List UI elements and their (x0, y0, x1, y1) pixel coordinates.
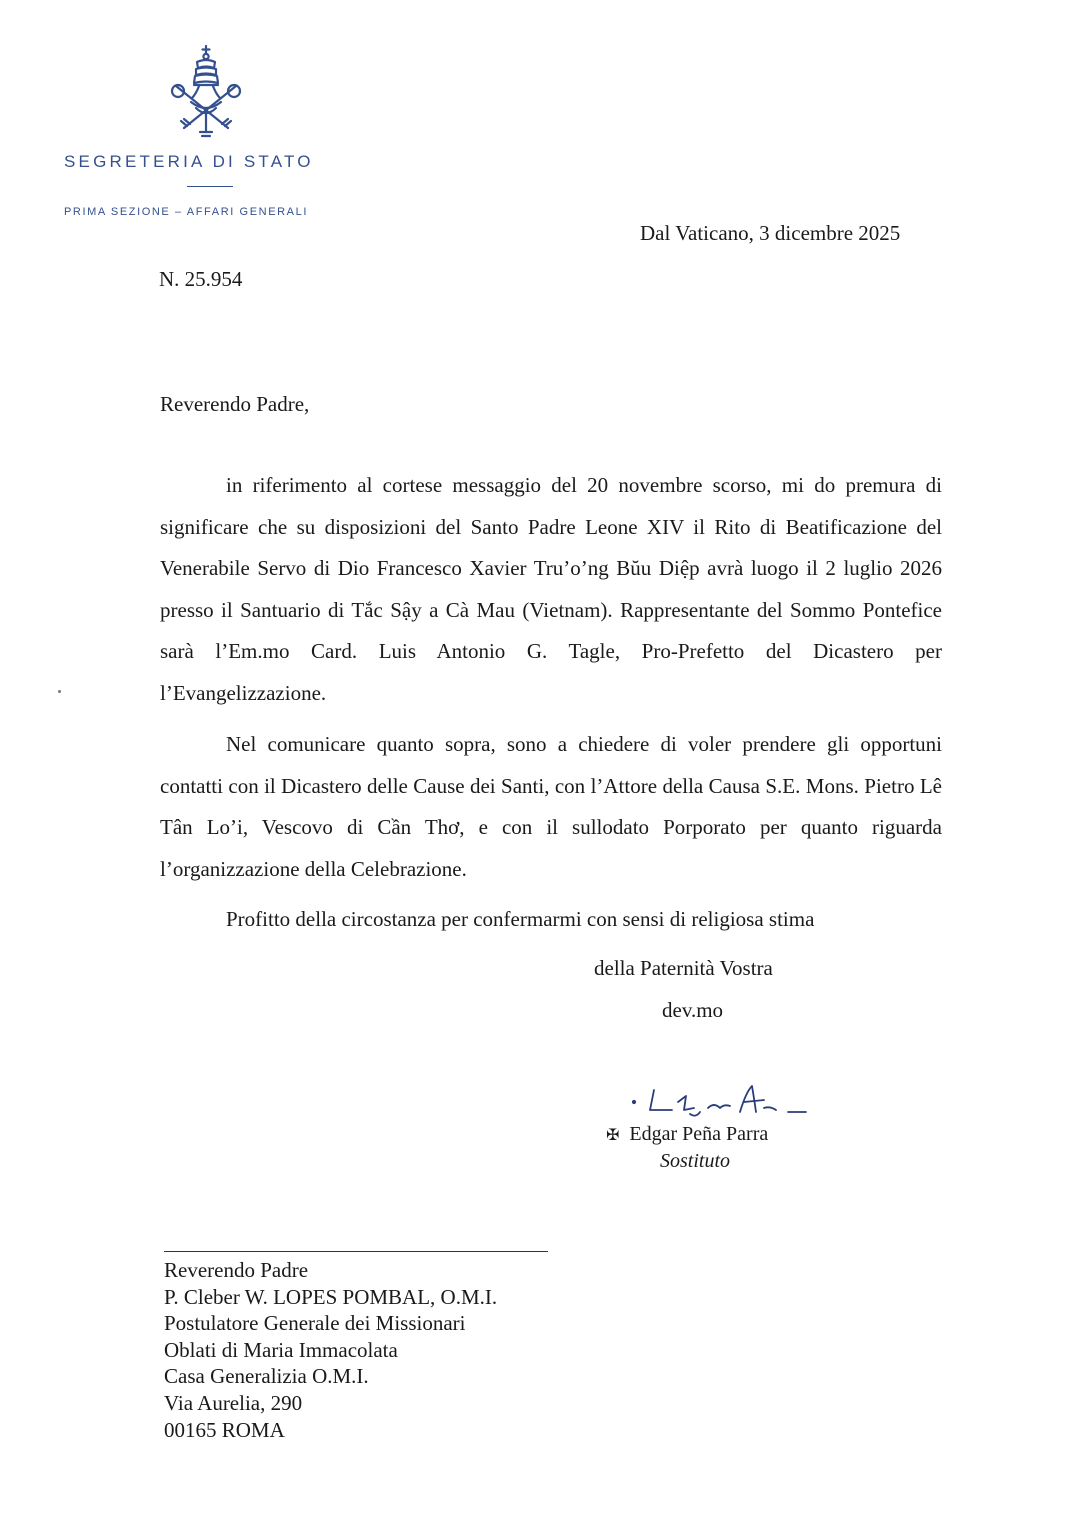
closing-line-2: dev.mo (662, 998, 724, 1022)
scan-speck (58, 690, 61, 693)
signer-name: Edgar Peña Parra (629, 1123, 769, 1145)
address-line: Via Aurelia, 290 (164, 1390, 303, 1415)
protocol-number: N. 25.954 (159, 267, 243, 291)
office-divider (187, 186, 233, 187)
office-name: SEGRETERIA DI STATO (64, 152, 314, 171)
signer-line (606, 1123, 768, 1146)
address-line: Oblati di Maria Immacolata (164, 1337, 398, 1362)
date-line: Dal Vaticano, 3 dicembre 2025 (640, 221, 901, 245)
signer-title: Sostituto (660, 1150, 731, 1172)
address-line: Postulatore Generale dei Missionari (164, 1311, 466, 1336)
salutation: Reverendo Padre, (160, 392, 310, 416)
handwritten-signature-icon (628, 1078, 828, 1122)
address-line: Reverendo Padre (164, 1258, 309, 1282)
address-line: Casa Generalizia O.M.I. (164, 1364, 369, 1389)
cross-icon: ✠ (606, 1125, 620, 1144)
closing-line-1: della Paternità Vostra (594, 956, 773, 980)
recipient-address (164, 1257, 497, 1443)
paragraph-2: Nel comunicare quanto sopra, sono a chiedere di voler prendere gli opportuni contatti con il Dicastero delle Cause dei Santi, con l’Attore della Causa S.E. Mons. Pietro Lê Tân Lo’i, Vescovo di Cần Thơ, e con il sullodato Porporato per quanto riguarda l’organizzazione della Celebrazione. (160, 732, 942, 881)
address-line: 00165 ROMA (164, 1417, 285, 1442)
office-section: PRIMA SEZIONE – AFFARI GENERALI (64, 206, 308, 218)
paragraph-1: in riferimento al cortese messaggio del 20 novembre scorso, mi do premura di significare che su disposizioni del Santo Padre Leone XIV il Rito di Beatificazione del Venerabile Servo di Dio Francesco Xavier Tru’o’ng Bŭu Diệp avrà luogo il 2 luglio 2026 presso il Santuario di Tắc Sậy a Cà Mau (Vietnam). Rappresentante del Sommo Pontefice sarà l’Em.mo Card. Luis Antonio G. Tagle, Pro-Prefetto del Dicastero per l’Evangelizzazione. (160, 473, 942, 705)
paragraph-3: Profitto della circostanza per confermarmi con sensi di religiosa stima (226, 907, 815, 931)
address-divider (164, 1251, 548, 1252)
papal-emblem-icon (166, 44, 246, 140)
address-line: P. Cleber W. LOPES POMBAL, O.M.I. (164, 1284, 498, 1309)
